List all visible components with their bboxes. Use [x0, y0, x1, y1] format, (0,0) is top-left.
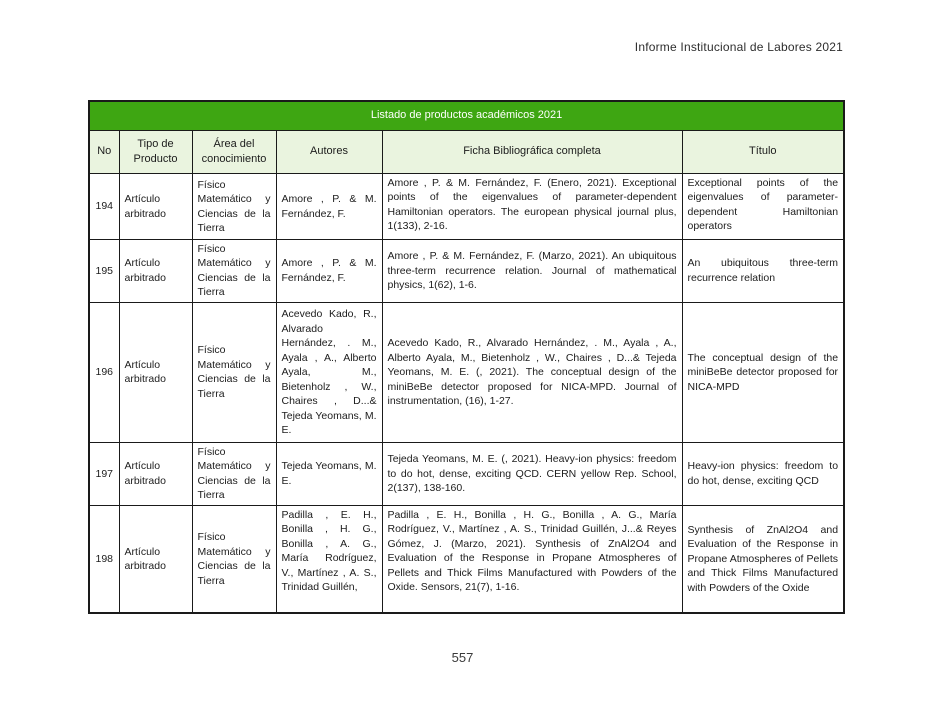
product-type: Artículo arbitrado: [119, 442, 192, 505]
authors: Padilla , E. H., Bonilla , H. G., Bonilla , A. G., María Rodríguez, V., Martínez , A. S., Trinidad Guillén,: [276, 505, 382, 613]
product-title: An ubiquitous three-term recurrence relation: [682, 240, 844, 303]
table-row: [89, 240, 844, 303]
knowledge-area: Físico Matemático y Ciencias de la Tierra: [192, 505, 276, 613]
table-title-band: Listado de productos académicos 2021: [89, 101, 844, 131]
table-row: [89, 442, 844, 505]
table-row: [89, 174, 844, 240]
column-header-area: Área del conocimiento: [192, 131, 276, 174]
product-title: Heavy-ion physics: freedom to do hot, dense, exciting QCD: [682, 442, 844, 505]
row-number: 194: [89, 174, 119, 240]
authors: Acevedo Kado, R., Alvarado Hernández, . M., Ayala , A., Alberto Ayala, M., Bietenholz , W., Chaires , D...& Tejeda Yeomans, M. E.: [276, 302, 382, 442]
report-header-title: Informe Institucional de Labores 2021: [634, 40, 843, 54]
knowledge-area: Físico Matemático y Ciencias de la Tierra: [192, 302, 276, 442]
product-title: The conceptual design of the miniBeBe detector proposed for NICA-MPD: [682, 302, 844, 442]
bibliographic-record: Padilla , E. H., Bonilla , H. G., Bonilla , A. G., María Rodríguez, V., Martínez , A. S., Trinidad Guillén, J...& Reyes Gómez, J. (Marzo, 2021). Synthesis of ZnAl2O4 and Evaluation of the Response in Propane Atmospheres of Pellets and Thick Films Manufactured with Powders of the Oxide. Sensors, 21(7), 1-16.: [382, 505, 682, 613]
page-number: 557: [451, 650, 474, 665]
knowledge-area: Físico Matemático y Ciencias de la Tierra: [192, 174, 276, 240]
product-title: Exceptional points of the eigenvalues of parameter-dependent Hamiltonian operators: [682, 174, 844, 240]
product-type: Artículo arbitrado: [119, 240, 192, 303]
authors: Amore , P. & M. Fernández, F.: [276, 174, 382, 240]
product-type: Artículo arbitrado: [119, 302, 192, 442]
authors: Tejeda Yeomans, M. E.: [276, 442, 382, 505]
row-number: 196: [89, 302, 119, 442]
column-header-no: No: [89, 131, 119, 174]
table-row: [89, 505, 844, 613]
product-type: Artículo arbitrado: [119, 174, 192, 240]
column-header-titulo: Título: [682, 131, 844, 174]
knowledge-area: Físico Matemático y Ciencias de la Tierra: [192, 442, 276, 505]
table-header-row: [89, 131, 844, 174]
bibliographic-record: Tejeda Yeomans, M. E. (, 2021). Heavy-ion physics: freedom to do hot, dense, exciting QCD. CERN yellow Rep. School, 2(137), 138-160.: [382, 442, 682, 505]
row-number: 197: [89, 442, 119, 505]
column-header-ficha: Ficha Bibliográfica completa: [382, 131, 682, 174]
academic-products-table: [88, 100, 845, 614]
product-title: Synthesis of ZnAl2O4 and Evaluation of the Response in Propane Atmospheres of Pellets and Thick Films Manufactured with Powders of the Oxide: [682, 505, 844, 613]
knowledge-area: Físico Matemático y Ciencias de la Tierra: [192, 240, 276, 303]
table-row: [89, 302, 844, 442]
bibliographic-record: Acevedo Kado, R., Alvarado Hernández, . M., Ayala , A., Alberto Ayala, M., Bietenholz , W., Chaires , D...& Tejeda Yeomans, M. E. (, 2021). The conceptual design of the miniBeBe detector proposed for NICA-MPD. Journal of instrumentation, (16), 1-27.: [382, 302, 682, 442]
bibliographic-record: Amore , P. & M. Fernández, F. (Marzo, 2021). An ubiquitous three-term recurrence relation. Journal of mathematical physics, 1(62), 1-6.: [382, 240, 682, 303]
product-type: Artículo arbitrado: [119, 505, 192, 613]
row-number: 195: [89, 240, 119, 303]
authors: Amore , P. & M. Fernández, F.: [276, 240, 382, 303]
bibliographic-record: Amore , P. & M. Fernández, F. (Enero, 2021). Exceptional points of the eigenvalues of parameter-dependent Hamiltonian operators. The european physical journal plus, 1(133), 2-16.: [382, 174, 682, 240]
row-number: 198: [89, 505, 119, 613]
column-header-tipo: Tipo de Producto: [119, 131, 192, 174]
column-header-autores: Autores: [276, 131, 382, 174]
